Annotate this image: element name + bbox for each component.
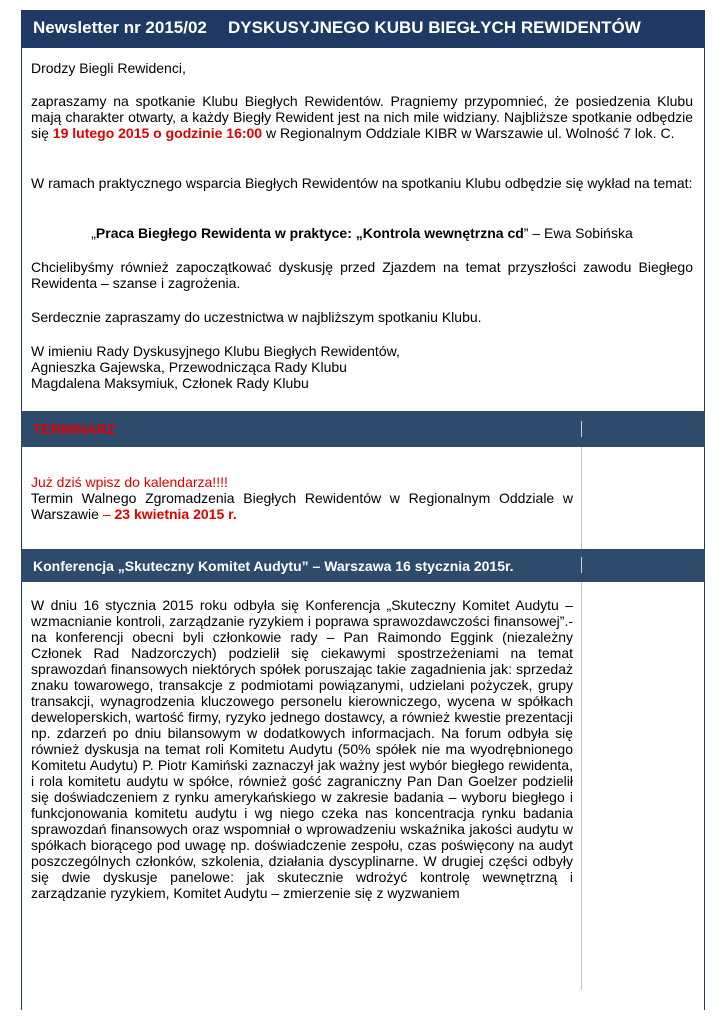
greeting: Drodzy Biegli Rewidenci, <box>31 60 186 76</box>
meeting-date: 19 lutego 2015 o godzinie 16:00 <box>52 125 263 141</box>
discussion-paragraph: Chcielibyśmy również zapoczątkować dyskusję przed Zjazdem na temat przyszłości zawodu Biegłego Rewidenta – szanse i zagrożenia. <box>31 259 693 291</box>
conference-heading: Konferencja „Skuteczny Komitet Audytu” – Warszawa 16 stycznia 2015r. <box>33 558 514 574</box>
general-assembly-text: Termin Walnego Zgromadzenia Biegłych Rewidentów w Regionalnym Oddziale w Warszawie <box>31 490 573 522</box>
calendar-reminder: Już dziś wpisz do kalendarza!!!! <box>31 474 228 490</box>
general-assembly-dash: – <box>102 506 115 522</box>
column-divider <box>581 447 582 551</box>
signature-member: Magdalena Maksymiuk, Członek Rady Klubu <box>31 375 309 391</box>
lecture-intro: W ramach praktycznego wsparcia Biegłych Rewidentów na spotkaniu Klubu odbędzie się wykład na temat: <box>31 175 693 191</box>
general-assembly-date: 23 kwietnia 2015 r. <box>114 506 237 522</box>
signature-org: W imieniu Rady Dyskusyjnego Klubu Biegłych Rewidentów, <box>31 343 400 359</box>
invitation-text-start: zapraszamy na spotkanie Klubu Biegłych Rewidentów. Pragniemy przypomnieć, że posiedzenia Klubu mają charakter otwarty, a każdy Biegły Rewident jest na nich mile widziany. Najbliższe spotkanie odbędzie się <box>31 93 693 141</box>
terminarz-separator <box>581 421 582 437</box>
closing-paragraph: Serdecznie zapraszamy do uczestnictwa w najbliższym spotkaniu Klubu. <box>31 309 482 325</box>
newsletter-header <box>21 10 705 48</box>
lecture-quote-open: „ <box>91 225 96 241</box>
newsletter-title: DYSKUSYJNEGO KUBU BIEGŁYCH REWIDENTÓW <box>228 18 641 37</box>
signature-chair: Agnieszka Gajewska, Przewodnicząca Rady Klubu <box>31 359 347 375</box>
newsletter-number: Newsletter nr 2015/02 <box>33 18 207 37</box>
terminarz-label: TERMINARZ <box>33 421 116 437</box>
conference-report: W dniu 16 stycznia 2015 roku odbyła się Konferencja „Skuteczny Komitet Audytu – wzmacnianie kontroli, zarządzanie ryzykiem i poprawa sprawozdawczości finansowej”.- na konferencji obecni byli członkowie rady – Pan Raimondo Eggink (niezależny Członek Rad Nadzorczych) podzielił się ciekawymi spostrzeżeniami na temat sprawozdań finansowych niektórych spółek poruszając takie zagadnienia jak: sprzedaż znaku towarowego, transakcje z podmiotami powiązanymi, udzielani pożyczek, grupy transakcji, wynagrodzenia kluczowego personelu kierowniczego, wycena w spółkach deweloperskich, wartość firmy, ryzyko jednego dostawcy, a również kwestie prezentacji np. zdarzeń po dniu bilansowym w dodatkowych informacjach. Na forum odbyła się również dyskusja na temat roli Komitetu Audytu (50% spółek nie ma wyodrębnionego Komitetu Audytu) P. Piotr Kamiński zaznaczył jak ważny jest wybór biegłego rewidenta, i rola komitetu audytu w spółce, również gość zagraniczny Pan Dan Goelzer podzielił się doświadczeniem z rynku amerykańskiego w zakresie badania – wyboru biegłego i funkcjonowania komitetu audytu i wg niego czeka nas koncentracja rynku badania sprawozdań finansowych oraz wspomniał o wprowadzeniu wskaźnika jakości audytu w spółkach biorącego pod uwagę np. doświadczenie zespołu, czas poświęcony na audyt poszczególnych członków, szkolenia, działania dyscyplinarne. W drugiej części odbyły się dwie dyskusje panelowe: jak skutecznie wdrożyć kontrolę wewnętrzną i zarządzanie ryzykiem, Komitet Audytu – zmierzenie się z wyzwaniem <box>31 597 573 901</box>
conference-separator <box>581 557 582 573</box>
conference-bar <box>21 549 705 582</box>
column-divider-lower <box>581 582 582 990</box>
invitation-paragraph <box>31 93 693 141</box>
lecture-title: Praca Biegłego Rewidenta w praktyce: „Kontrola wewnętrzna cd <box>95 225 524 241</box>
terminarz-bar <box>21 411 705 447</box>
invitation-text-end: w Regionalnym Oddziale KIBR w Warszawie ul. Wolność 7 lok. C. <box>262 125 675 141</box>
frame-bottom-tick <box>21 990 22 1010</box>
lecture-speaker: ” – Ewa Sobińska <box>523 225 633 241</box>
lecture-line <box>31 225 693 241</box>
general-assembly-note <box>31 490 573 522</box>
